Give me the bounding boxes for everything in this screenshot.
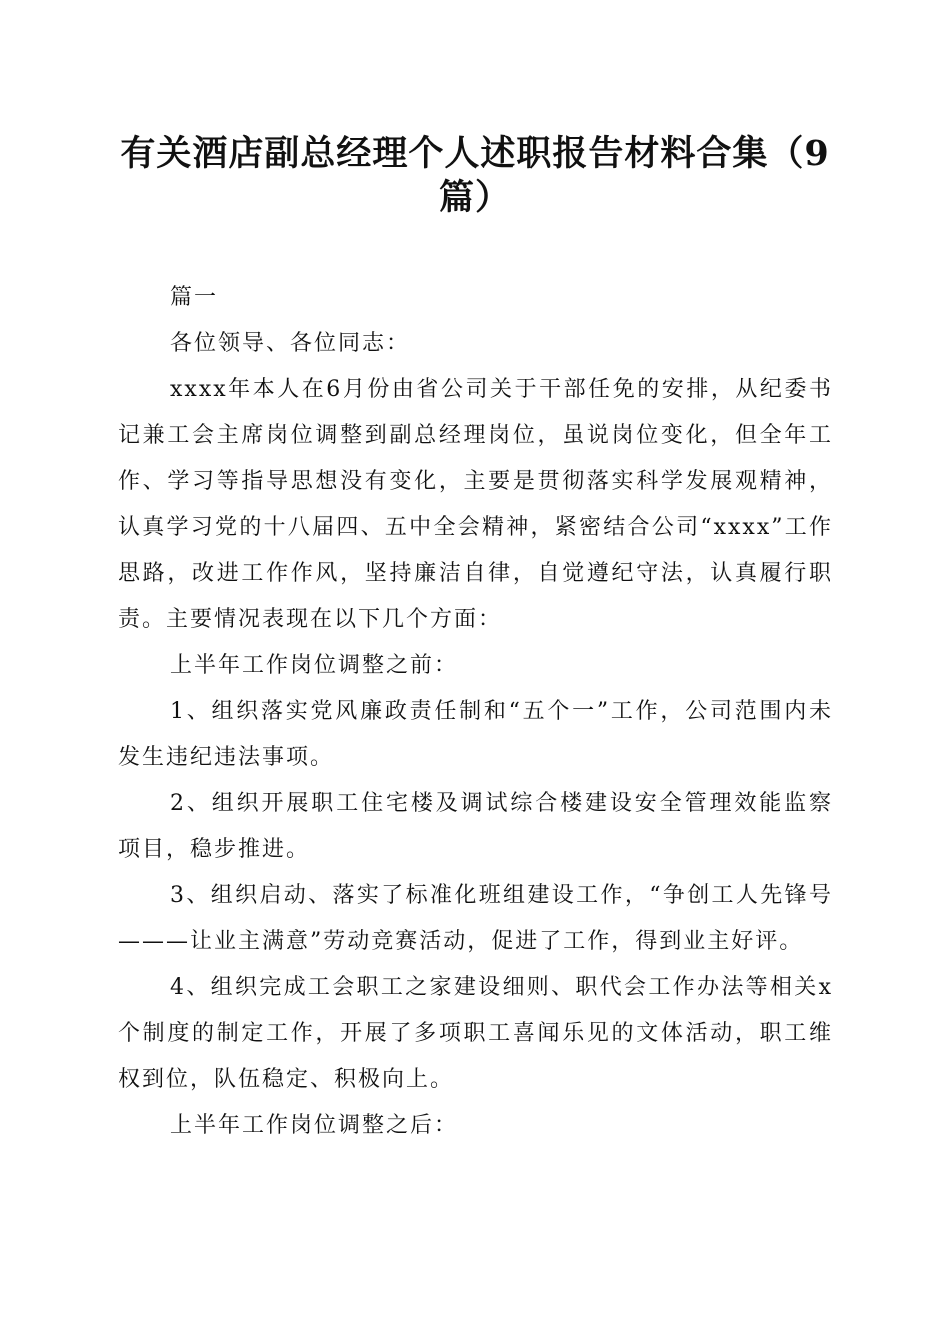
list-item-2: 2、组织开展职工住宅楼及调试综合楼建设安全管理效能监察项目，稳步推进。 — [118, 791, 833, 862]
document-title: 有关酒店副总经理个人述职报告材料合集（9篇） — [120, 133, 830, 218]
list-item-4: 4、组织完成工会职工之家建设细则、职代会工作办法等相关x个制度的制定工作，开展了多项职工喜闻乐见的文体活动，职工维权到位，队伍稳定、积极向上。 — [118, 975, 833, 1092]
subheading-after: 上半年工作岗位调整之后： — [170, 1113, 459, 1138]
salutation: 各位领导、各位同志： — [170, 331, 411, 356]
list-item-1: 1、组织落实党风廉政责任制和“五个一”工作，公司范围内未发生违纪违法事项。 — [118, 699, 833, 770]
list-item-3: 3、组织启动、落实了标准化班组建设工作，“争创工人先锋号———让业主满意”劳动竞赛活动，促进了工作，得到业主好评。 — [118, 883, 833, 954]
intro-paragraph: xxxx年本人在6月份由省公司关于干部任免的安排，从纪委书记兼工会主席岗位调整到副总经理岗位，虽说岗位变化，但全年工作、学习等指导思想没有变化，主要是贯彻落实科学发展观精神，认真学习党的十八届四、五中全会精神，紧密结合公司“xxxx”工作思路，改进工作作风，坚持廉洁自律，自觉遵纪守法，认真履行职责。主要情况表现在以下几个方面： — [118, 377, 833, 632]
subheading-before: 上半年工作岗位调整之前： — [170, 653, 459, 678]
section-heading: 篇一 — [170, 285, 219, 310]
document-body — [118, 275, 833, 1149]
